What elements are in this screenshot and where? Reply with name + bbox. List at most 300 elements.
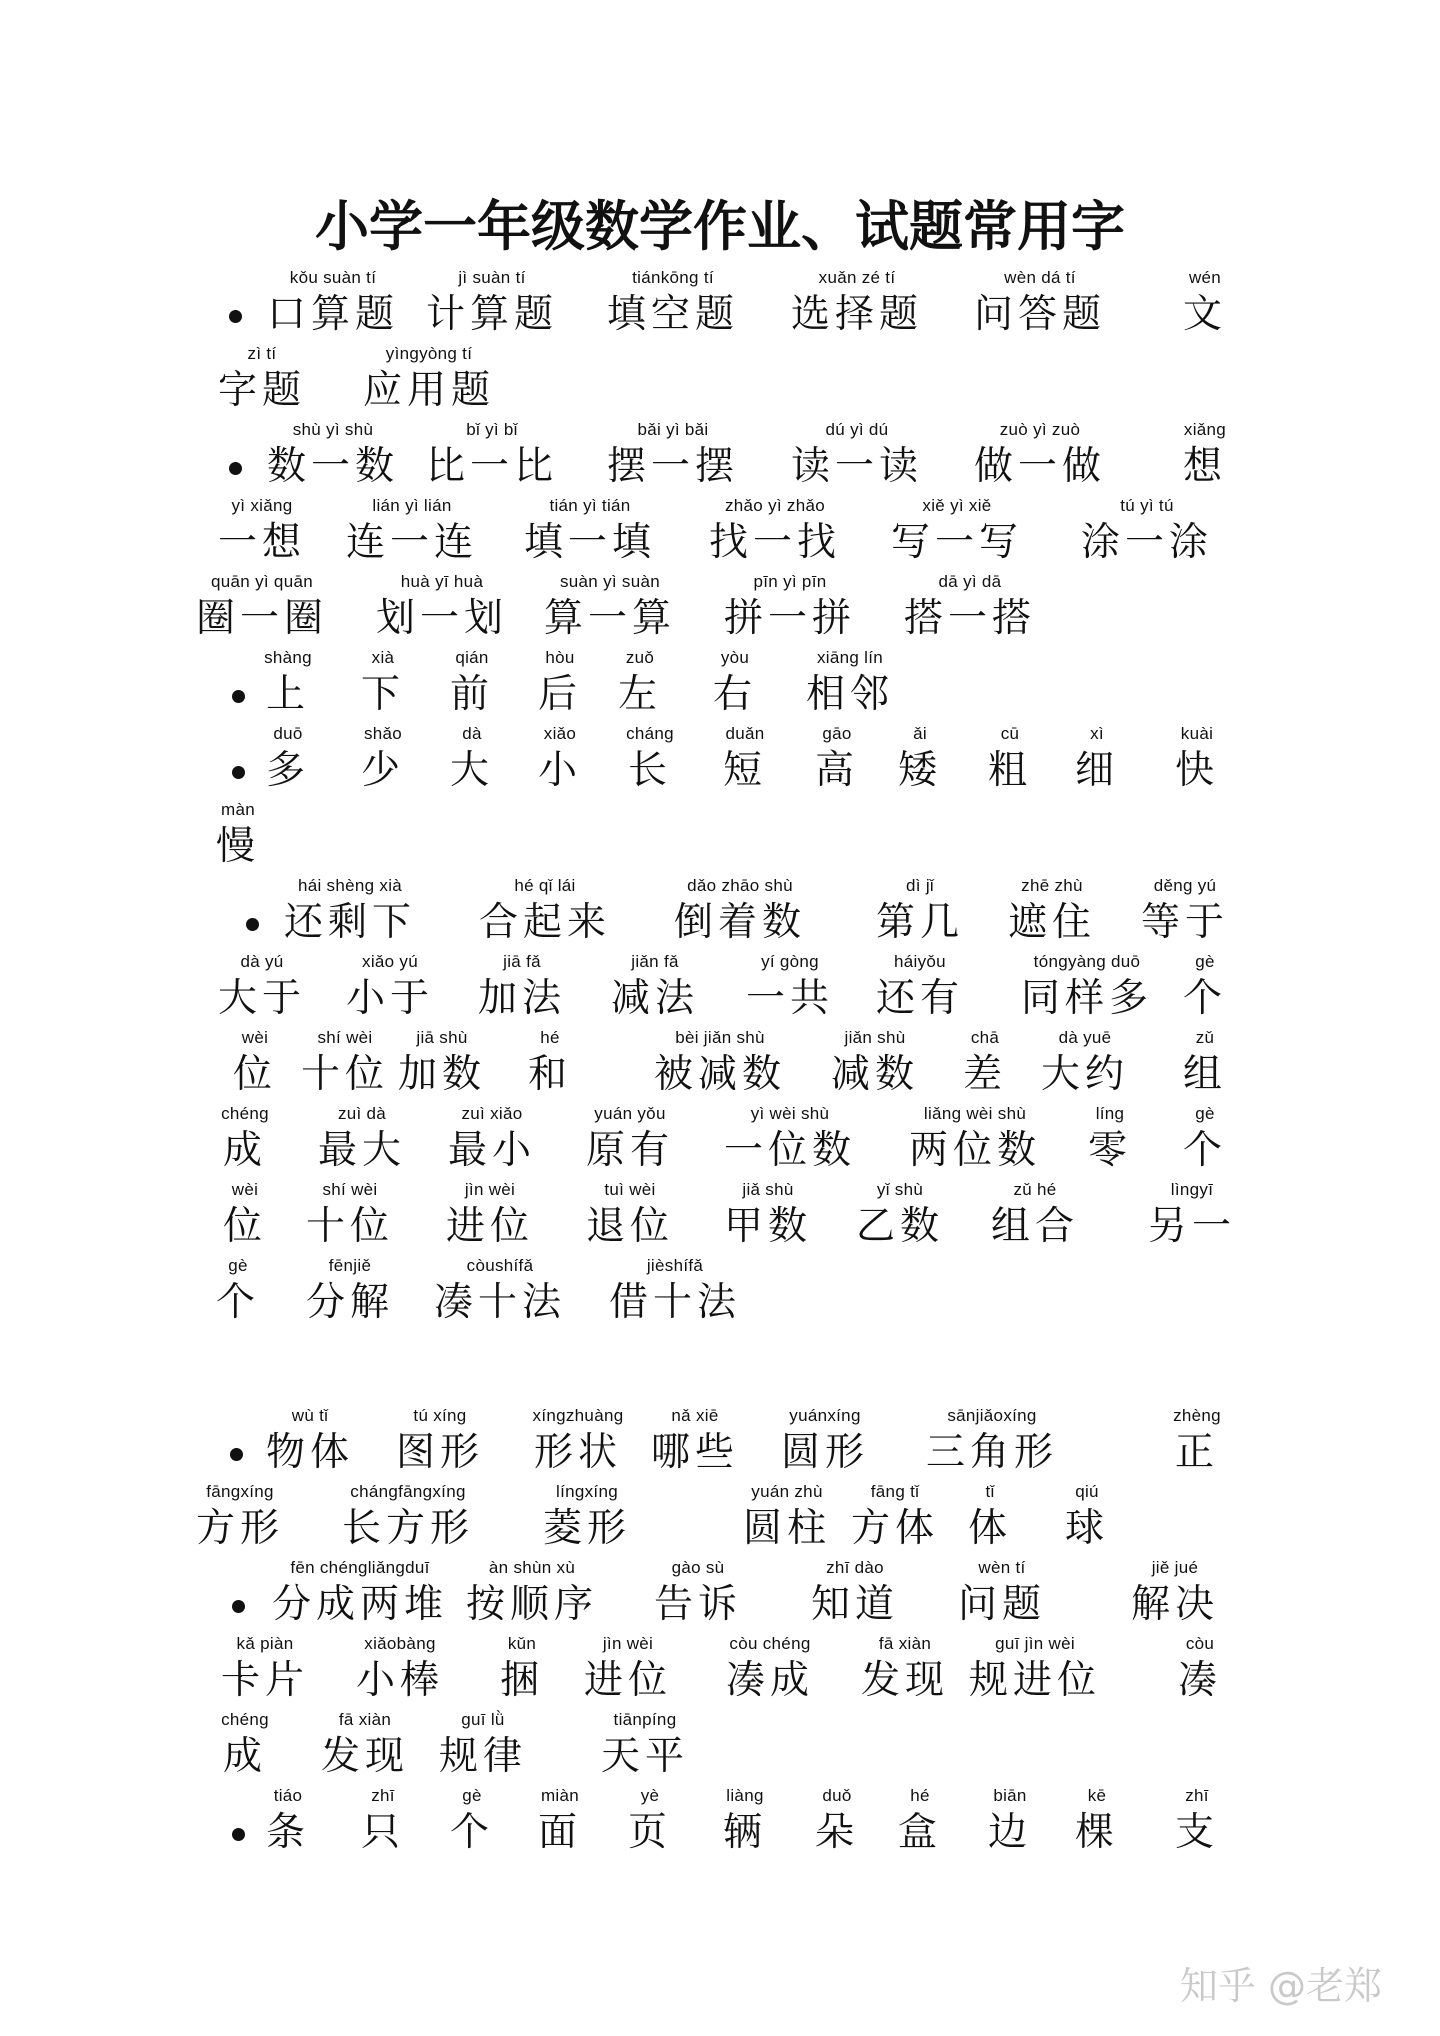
hanzi-text: 分解: [305, 1280, 394, 1325]
pinyin-label: xiǎng: [1183, 420, 1227, 439]
hanzi-text: 零: [1087, 1128, 1132, 1173]
vocab-word: [1057, 496, 1237, 571]
hanzi-text: 规律: [438, 1734, 527, 1779]
hanzi-text: 原有: [585, 1128, 674, 1173]
pinyin-label: kǎ piàn: [236, 1634, 294, 1653]
bullet-icon: [232, 1600, 245, 1613]
pinyin-label: bǐ yì bǐ: [466, 420, 518, 439]
pinyin-label: jìn wèi: [464, 1180, 516, 1199]
vocab-word: [902, 1406, 1082, 1481]
hanzi-text: 还有: [875, 976, 964, 1021]
hanzi-text: 大: [449, 748, 494, 793]
pinyin-label: zhī: [371, 1786, 395, 1805]
hanzi-text: 圈一圈: [195, 596, 328, 641]
hanzi-text: 一共: [745, 976, 834, 1021]
pinyin-label: yè: [640, 1786, 660, 1805]
pinyin-label: xiě yì xiě: [922, 496, 992, 515]
pinyin-label: dà: [462, 724, 482, 743]
hanzi-text: 短: [722, 748, 767, 793]
hanzi-text: 乙数: [855, 1204, 944, 1249]
hanzi-text: 个: [215, 1280, 260, 1325]
hanzi-text: 长: [627, 748, 672, 793]
pinyin-label: zhī dào: [826, 1558, 884, 1577]
pinyin-label: wèn tí: [978, 1558, 1026, 1577]
word-row: [0, 1180, 1440, 1255]
pinyin-label: cháng: [626, 724, 674, 743]
pinyin-label: jiā shù: [416, 1028, 468, 1047]
hanzi-text: 图形: [395, 1430, 484, 1475]
hanzi-text: 最大: [317, 1128, 406, 1173]
pinyin-label: shǎo: [363, 724, 403, 743]
pinyin-label: hòu: [545, 648, 575, 667]
pinyin-label: chéng: [221, 1104, 269, 1123]
pinyin-label: tú xíng: [413, 1406, 467, 1425]
hanzi-text: 数一数: [266, 444, 399, 489]
pinyin-label: bèi jiǎn shù: [675, 1028, 765, 1047]
pinyin-label: hé qǐ lái: [514, 876, 576, 895]
word-row: [0, 1558, 1440, 1633]
pinyin-label: màn: [221, 800, 255, 819]
hanzi-text: 退位: [585, 1204, 674, 1249]
hanzi-text: 搭一搭: [903, 596, 1036, 641]
pinyin-label: wèi: [241, 1028, 269, 1047]
hanzi-text: 快: [1174, 748, 1219, 793]
pinyin-label: huà yī huà: [400, 572, 484, 591]
pinyin-label: dú yì dú: [825, 420, 889, 439]
pinyin-label: duǎn: [725, 724, 765, 743]
pinyin-label: duō: [273, 724, 303, 743]
bullet-icon: [246, 918, 259, 931]
hanzi-text: 圆形: [780, 1430, 869, 1475]
pinyin-label: fā xiàn: [878, 1634, 932, 1653]
vocab-word: [555, 1710, 735, 1785]
hanzi-text: 边: [987, 1810, 1032, 1855]
hanzi-text: 组合: [990, 1204, 1079, 1249]
hanzi-text: 划一划: [375, 596, 508, 641]
pinyin-label: dà yuē: [1058, 1028, 1112, 1047]
pinyin-label: xuǎn zé tí: [818, 268, 896, 287]
pinyin-label: yìngyòng tí: [385, 344, 473, 363]
pinyin-label: xì: [1090, 724, 1104, 743]
word-row: [0, 1482, 1440, 1557]
hanzi-text: 甲数: [723, 1204, 812, 1249]
hanzi-text: 卡片: [220, 1658, 309, 1703]
vocab-word: [497, 1482, 677, 1557]
hanzi-text: 涂一涂: [1080, 520, 1213, 565]
word-row: [0, 1256, 1440, 1331]
hanzi-text: 问答题: [973, 292, 1106, 337]
pinyin-label: jiǎn shù: [844, 1028, 906, 1047]
hanzi-text: 球: [1064, 1506, 1109, 1551]
hanzi-text: 字题: [217, 368, 306, 413]
hanzi-text: 方形: [195, 1506, 284, 1551]
hanzi-text: 等于: [1140, 900, 1229, 945]
pinyin-label: gè: [462, 1786, 482, 1805]
hanzi-text: 组: [1182, 1052, 1227, 1097]
vocab-word: [1102, 1180, 1282, 1255]
pinyin-label: gè: [1195, 952, 1215, 971]
pinyin-label: tú yì tú: [1120, 496, 1174, 515]
pinyin-label: zhǎo yì zhǎo: [725, 496, 825, 515]
pinyin-label: quān yì quān: [211, 572, 313, 591]
vocab-word: [1110, 1634, 1290, 1709]
pinyin-label: chéng: [221, 1710, 269, 1729]
pinyin-label: zhē zhù: [1021, 876, 1083, 895]
pinyin-label: lián yì lián: [372, 496, 452, 515]
vocab-word: [700, 572, 880, 647]
vocab-word: [402, 268, 582, 343]
pinyin-label: còushífǎ: [466, 1256, 534, 1275]
hanzi-text: 长方形: [341, 1506, 474, 1551]
hanzi-text: 还剩下: [283, 900, 416, 945]
pinyin-label: fāngxíng: [206, 1482, 274, 1501]
pinyin-label: chā: [970, 1028, 1000, 1047]
hanzi-text: 填空题: [606, 292, 739, 337]
pinyin-label: duǒ: [822, 1786, 852, 1805]
hanzi-text: 规进位: [968, 1658, 1101, 1703]
vocab-word: [867, 496, 1047, 571]
pinyin-label: yuán yǒu: [594, 1104, 666, 1123]
hanzi-text: 进位: [445, 1204, 534, 1249]
hanzi-text: 形状: [533, 1430, 622, 1475]
vocab-word: [1115, 1104, 1295, 1179]
pinyin-label: wèi: [231, 1180, 259, 1199]
vocab-word: [1095, 876, 1275, 951]
pinyin-label: guī jìn wèi: [995, 1634, 1075, 1653]
vocab-word: [322, 496, 502, 571]
vocab-word: [410, 1256, 590, 1331]
word-row: [0, 724, 1440, 799]
vocab-word: [455, 876, 635, 951]
hanzi-text: 成: [222, 1128, 267, 1173]
pinyin-label: tǐ: [985, 1482, 995, 1501]
vocab-word: [520, 572, 700, 647]
hanzi-text: 按顺序: [465, 1582, 598, 1627]
pinyin-label: yí gòng: [761, 952, 819, 971]
hanzi-text: 被减数: [653, 1052, 786, 1097]
word-row: [0, 876, 1440, 951]
word-row: [0, 1406, 1440, 1481]
hanzi-text: 应用题: [362, 368, 495, 413]
pinyin-label: shí wèi: [322, 1180, 378, 1199]
pinyin-label: kǒu suàn tí: [289, 268, 377, 287]
vocab-word: [1115, 1028, 1295, 1103]
word-row: [0, 268, 1440, 343]
hanzi-text: 粗: [987, 748, 1032, 793]
pinyin-label: jiā fǎ: [503, 952, 541, 971]
hanzi-text: 两位数: [908, 1128, 1041, 1173]
hanzi-text: 下: [360, 672, 405, 717]
pinyin-label: jìn wèi: [602, 1634, 654, 1653]
pinyin-label: fāng tǐ: [870, 1482, 920, 1501]
word-row: [0, 344, 1440, 419]
pinyin-label: xiǎobàng: [364, 1634, 436, 1653]
hanzi-text: 同样多: [1020, 976, 1153, 1021]
pinyin-label: jiǎ shù: [742, 1180, 794, 1199]
pinyin-label: shí wèi: [317, 1028, 373, 1047]
hanzi-text: 个: [1182, 976, 1227, 1021]
hanzi-text: 知道: [810, 1582, 899, 1627]
pinyin-label: guī lǜ: [461, 1710, 505, 1729]
pinyin-label: zǔ: [1195, 1028, 1215, 1047]
word-row: [0, 1028, 1440, 1103]
hanzi-text: 后: [537, 672, 582, 717]
vocab-word: [583, 420, 763, 495]
vocab-word: [1085, 1558, 1265, 1633]
hanzi-text: 写一写: [890, 520, 1023, 565]
pinyin-label: yuán zhù: [751, 1482, 823, 1501]
pinyin-label: pīn yì pīn: [753, 572, 827, 591]
hanzi-text: 发现: [320, 1734, 409, 1779]
hanzi-text: 方体: [850, 1506, 939, 1551]
pinyin-label: zuì dà: [337, 1104, 387, 1123]
hanzi-text: 另一: [1147, 1204, 1236, 1249]
pinyin-label: dā yì dā: [938, 572, 1002, 591]
pinyin-label: tiānpíng: [613, 1710, 677, 1729]
hanzi-text: 细: [1074, 748, 1119, 793]
hanzi-text: 十位: [305, 1204, 394, 1249]
vocab-word: [1115, 268, 1295, 343]
hanzi-text: 体: [967, 1506, 1012, 1551]
hanzi-text: 正: [1174, 1430, 1219, 1475]
word-row: [0, 952, 1440, 1027]
pinyin-label: xià: [371, 648, 395, 667]
hanzi-text: 天平: [600, 1734, 689, 1779]
vocab-word: [1107, 1406, 1287, 1481]
hanzi-text: 支: [1174, 1810, 1219, 1855]
pinyin-label: suàn yì suàn: [560, 572, 660, 591]
hanzi-text: 第几: [875, 900, 964, 945]
pinyin-label: děng yú: [1153, 876, 1217, 895]
pinyin-label: yuánxíng: [789, 1406, 861, 1425]
watermark: 知乎 @老郑: [1179, 1964, 1382, 2008]
hanzi-text: 盒: [897, 1810, 942, 1855]
vocab-word: [402, 420, 582, 495]
hanzi-text: 解决: [1130, 1582, 1219, 1627]
hanzi-text: 个: [449, 1810, 494, 1855]
hanzi-text: 位: [222, 1204, 267, 1249]
hanzi-text: 做一做: [973, 444, 1106, 489]
hanzi-text: 圆柱: [742, 1506, 831, 1551]
hanzi-text: 物体: [265, 1430, 354, 1475]
hanzi-text: 凑成: [725, 1658, 814, 1703]
hanzi-text: 条: [265, 1810, 310, 1855]
pinyin-label: dǎo zhāo shù: [687, 876, 793, 895]
hanzi-text: 一想: [217, 520, 306, 565]
pinyin-label: jì suàn tí: [458, 268, 526, 287]
pinyin-label: tuì wèi: [604, 1180, 656, 1199]
vocab-word: [997, 1482, 1177, 1557]
word-row: [0, 1710, 1440, 1785]
pinyin-label: xiāng lín: [816, 648, 884, 667]
word-row: [0, 420, 1440, 495]
pinyin-label: xíngzhuàng: [532, 1406, 624, 1425]
bullet-icon: [229, 310, 242, 323]
pinyin-label: zǔ hé: [1013, 1180, 1057, 1199]
pinyin-label: kuài: [1180, 724, 1214, 743]
vocab-word: [585, 1256, 765, 1331]
hanzi-text: 凑十法: [433, 1280, 566, 1325]
pinyin-label: hé: [910, 1786, 930, 1805]
pinyin-label: língxíng: [556, 1482, 618, 1501]
pinyin-label: jiǎn fǎ: [631, 952, 679, 971]
pinyin-label: fēnjiě: [328, 1256, 372, 1275]
vocab-word: [880, 572, 1060, 647]
vocab-word: [172, 572, 352, 647]
hanzi-text: 辆: [722, 1810, 767, 1855]
pinyin-label: tóngyàng duō: [1033, 952, 1141, 971]
hanzi-text: 少: [360, 748, 405, 793]
vocab-word: [500, 496, 680, 571]
pinyin-label: zhī: [1185, 1786, 1209, 1805]
vocab-word: [583, 268, 763, 343]
hanzi-text: 位: [232, 1052, 277, 1097]
pinyin-label: àn shùn xù: [488, 1558, 576, 1577]
pinyin-label: hái shèng xià: [297, 876, 403, 895]
pinyin-label: qiú: [1075, 1482, 1099, 1501]
vocab-word: [700, 1104, 880, 1179]
pinyin-label: hé: [540, 1028, 560, 1047]
hanzi-text: 遮住: [1007, 900, 1096, 945]
hanzi-text: 高: [814, 748, 859, 793]
pinyin-label: shàng: [264, 648, 312, 667]
pinyin-label: jiě jué: [1151, 1558, 1199, 1577]
pinyin-label: kǔn: [507, 1634, 537, 1653]
pinyin-label: shù yì shù: [292, 420, 374, 439]
pinyin-label: biān: [993, 1786, 1027, 1805]
vocab-word: [260, 876, 440, 951]
hanzi-text: 页: [627, 1810, 672, 1855]
hanzi-text: 拼一拼: [723, 596, 856, 641]
hanzi-text: 大于: [217, 976, 306, 1021]
pinyin-label: zhèng: [1173, 1406, 1221, 1425]
pinyin-label: dà yú: [240, 952, 284, 971]
hanzi-text: 找一找: [708, 520, 841, 565]
pinyin-label: dì jǐ: [906, 876, 934, 895]
hanzi-text: 捆: [499, 1658, 544, 1703]
hanzi-text: 想: [1182, 444, 1227, 489]
hanzi-text: 发现: [860, 1658, 949, 1703]
hanzi-text: 借十法: [608, 1280, 741, 1325]
hanzi-text: 口算题: [266, 292, 399, 337]
hanzi-text: 倒着数: [673, 900, 806, 945]
hanzi-text: 哪些: [650, 1430, 739, 1475]
word-row: [0, 496, 1440, 571]
hanzi-text: 多: [265, 748, 310, 793]
hanzi-text: 告诉: [653, 1582, 742, 1627]
hanzi-text: 读一读: [790, 444, 923, 489]
hanzi-text: 选择题: [790, 292, 923, 337]
pinyin-label: miàn: [540, 1786, 580, 1805]
pinyin-label: gào sù: [671, 1558, 725, 1577]
bullet-icon: [229, 462, 242, 475]
word-row: [0, 1786, 1440, 1861]
hanzi-text: 棵: [1074, 1810, 1119, 1855]
pinyin-label: tiáo: [273, 1786, 303, 1805]
word-row: [0, 800, 1440, 875]
hanzi-text: 小棒: [355, 1658, 444, 1703]
pinyin-label: ǎi: [913, 724, 927, 743]
word-row: [0, 1104, 1440, 1179]
pinyin-label: yì wèi shù: [750, 1104, 830, 1123]
word-row: [0, 648, 1440, 723]
hanzi-text: 问题: [957, 1582, 1046, 1627]
hanzi-text: 个: [1182, 1128, 1227, 1173]
vocab-word: [767, 420, 947, 495]
pinyin-label: cū: [1000, 724, 1020, 743]
word-row: [0, 1634, 1440, 1709]
vocab-word: [685, 496, 865, 571]
pinyin-label: nǎ xiē: [671, 1406, 719, 1425]
pinyin-label: xiǎo yú: [362, 952, 418, 971]
hanzi-text: 矮: [897, 748, 942, 793]
pinyin-label: gè: [1195, 1104, 1215, 1123]
word-row: [0, 572, 1440, 647]
hanzi-text: 进位: [583, 1658, 672, 1703]
pinyin-label: jièshífǎ: [646, 1256, 704, 1275]
hanzi-text: 文: [1182, 292, 1227, 337]
hanzi-text: 相邻: [805, 672, 894, 717]
pinyin-label: wén: [1188, 268, 1222, 287]
hanzi-text: 算一算: [543, 596, 676, 641]
vocab-word: [1107, 724, 1287, 799]
pinyin-label: qián: [455, 648, 489, 667]
pinyin-label: zuì xiǎo: [461, 1104, 523, 1123]
hanzi-text: 最小: [447, 1128, 536, 1173]
hanzi-text: 减数: [830, 1052, 919, 1097]
hanzi-text: 差: [962, 1052, 1007, 1097]
hanzi-text: 加数: [397, 1052, 486, 1097]
pinyin-label: liǎng wèi shù: [923, 1104, 1027, 1123]
hanzi-text: 左: [617, 672, 662, 717]
vocab-word: [148, 800, 328, 875]
vocab-word: [1107, 1786, 1287, 1861]
hanzi-text: 前: [449, 672, 494, 717]
pinyin-label: zuǒ: [625, 648, 655, 667]
vocab-word: [767, 268, 947, 343]
hanzi-text: 菱形: [542, 1506, 631, 1551]
hanzi-text: 减法: [610, 976, 699, 1021]
pinyin-label: chángfāngxíng: [350, 1482, 466, 1501]
pinyin-label: kē: [1087, 1786, 1107, 1805]
hanzi-text: 计算题: [425, 292, 558, 337]
hanzi-text: 上: [265, 672, 310, 717]
hanzi-text: 大约: [1040, 1052, 1129, 1097]
pinyin-label: gè: [228, 1256, 248, 1275]
vocab-word: [1115, 952, 1295, 1027]
pinyin-label: wèn dá tí: [1004, 268, 1076, 287]
hanzi-text: 摆一摆: [606, 444, 739, 489]
pinyin-label: háiyǒu: [894, 952, 946, 971]
hanzi-text: 凑: [1177, 1658, 1222, 1703]
page-title: 小学一年级数学作业、试题常用字: [315, 195, 1125, 258]
vocab-word: [760, 648, 940, 723]
pinyin-label: sānjiǎoxíng: [947, 1406, 1037, 1425]
hanzi-text: 一位数: [723, 1128, 856, 1173]
pinyin-label: tiánkōng tí: [632, 268, 714, 287]
hanzi-text: 连一连: [345, 520, 478, 565]
hanzi-text: 三角形: [925, 1430, 1058, 1475]
pinyin-label: yǐ shù: [876, 1180, 924, 1199]
hanzi-text: 慢: [215, 824, 260, 869]
pinyin-label: yì xiǎng: [231, 496, 293, 515]
vocab-word: [650, 876, 830, 951]
pinyin-label: líng: [1095, 1104, 1125, 1123]
pinyin-label: còu: [1185, 1634, 1215, 1653]
hanzi-text: 合起来: [478, 900, 611, 945]
hanzi-text: 比一比: [425, 444, 558, 489]
pinyin-label: zì tí: [247, 344, 277, 363]
